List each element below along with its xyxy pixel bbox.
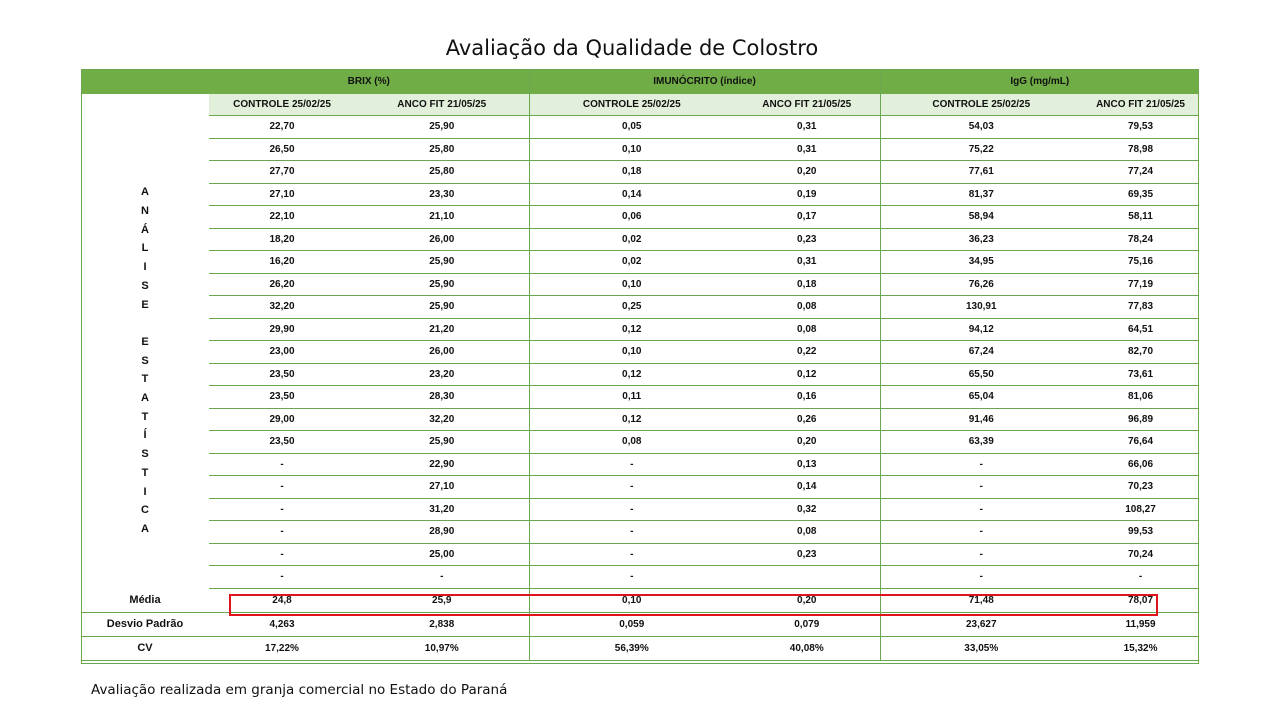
table-cell: - [880, 566, 1082, 589]
summary-cell: 2,838 [355, 612, 529, 636]
table-cell: 0,31 [734, 138, 880, 161]
table-cell: 64,51 [1082, 318, 1199, 341]
table-cell: - [529, 476, 734, 499]
table-cell: 77,61 [880, 161, 1082, 184]
table-cell: 25,90 [355, 251, 529, 274]
side-label-letter: L [141, 242, 149, 255]
table-cell: - [529, 498, 734, 521]
table-cell: 82,70 [1082, 341, 1199, 364]
table-cell: 25,90 [355, 431, 529, 454]
table-cell: 23,00 [209, 341, 355, 364]
table-cell: 36,23 [880, 228, 1082, 251]
table-cell: 78,98 [1082, 138, 1199, 161]
table-cell: - [209, 543, 355, 566]
table-cell: 66,06 [1082, 453, 1199, 476]
table-cell: 0,18 [734, 273, 880, 296]
table-cell: 77,19 [1082, 273, 1199, 296]
side-label-letter: S [141, 354, 149, 367]
table-cell: 0,16 [734, 386, 880, 409]
table-cell: 22,90 [355, 453, 529, 476]
table-row [81, 228, 1199, 251]
table-cell: 58,94 [880, 206, 1082, 229]
table-cell: 0,22 [734, 341, 880, 364]
table-cell: 0,08 [529, 431, 734, 454]
table-row [81, 543, 1199, 566]
side-label-letter: E [141, 335, 149, 348]
table-cell: 29,90 [209, 318, 355, 341]
table-cell: 0,20 [734, 161, 880, 184]
table-row [81, 161, 1199, 184]
footnote: Avaliação realizada em granja comercial no Estado do Paraná [91, 682, 508, 698]
summary-label: Desvio Padrão [81, 612, 209, 636]
table-cell: 79,53 [1082, 116, 1199, 139]
summary-cell: 23,627 [880, 612, 1082, 636]
table-cell: 0,11 [529, 386, 734, 409]
table-cell: 67,24 [880, 341, 1082, 364]
table-cell: 23,20 [355, 363, 529, 386]
group-header-row [81, 69, 1199, 94]
table-cell: 21,10 [355, 206, 529, 229]
table-cell: 0,12 [529, 408, 734, 431]
table-row [81, 183, 1199, 206]
table-cell: 0,31 [734, 251, 880, 274]
table-cell: - [880, 521, 1082, 544]
table-cell: 26,50 [209, 138, 355, 161]
table-row [81, 138, 1199, 161]
table-row [81, 453, 1199, 476]
table-cell: 0,13 [734, 453, 880, 476]
table-row [81, 273, 1199, 296]
table-cell: 0,25 [529, 296, 734, 319]
table-cell: 25,80 [355, 161, 529, 184]
subheader-cell: CONTROLE 25/02/25 [529, 94, 734, 116]
table-cell: 0,12 [529, 363, 734, 386]
side-label-letter: S [141, 448, 149, 461]
summary-cell: 71,48 [880, 588, 1082, 612]
table-cell: 91,46 [880, 408, 1082, 431]
table-cell: 29,00 [209, 408, 355, 431]
table-row [81, 566, 1199, 589]
table-cell: 81,37 [880, 183, 1082, 206]
side-label-letter: I [143, 261, 147, 274]
summary-cell: 33,05% [880, 636, 1082, 660]
side-label [81, 94, 209, 588]
table-cell: 25,90 [355, 296, 529, 319]
group-header-igg: IgG (mg/mL) [880, 69, 1199, 94]
table-row [81, 408, 1199, 431]
table-cell: - [209, 453, 355, 476]
table-cell: 0,18 [529, 161, 734, 184]
summary-cell: 0,20 [734, 588, 880, 612]
side-label-letter: T [141, 410, 149, 423]
table-cell: 25,90 [355, 116, 529, 139]
table-cell: 32,20 [209, 296, 355, 319]
summary-cell: 15,32% [1082, 636, 1199, 660]
table-cell: - [209, 476, 355, 499]
table-cell: 25,80 [355, 138, 529, 161]
table-cell: 0,23 [734, 543, 880, 566]
table-cell: 23,30 [355, 183, 529, 206]
table-cell: 27,10 [355, 476, 529, 499]
side-label-letter: I [143, 485, 147, 498]
table-cell: 76,26 [880, 273, 1082, 296]
summary-cell: 25,9 [355, 588, 529, 612]
table-cell: 25,90 [355, 273, 529, 296]
table-cell: - [880, 453, 1082, 476]
table-cell: 70,23 [1082, 476, 1199, 499]
table-cell: 75,16 [1082, 251, 1199, 274]
summary-row [81, 588, 1199, 612]
table-cell: 23,50 [209, 363, 355, 386]
side-label-letter: A [141, 186, 149, 199]
table-cell: 70,24 [1082, 543, 1199, 566]
table-row [81, 318, 1199, 341]
table-cell: 0,10 [529, 138, 734, 161]
table-cell: 32,20 [355, 408, 529, 431]
table-cell: 26,00 [355, 341, 529, 364]
page-title: Avaliação da Qualidade de Colostro [445, 36, 819, 60]
table-cell: 69,35 [1082, 183, 1199, 206]
table-cell: - [880, 476, 1082, 499]
table-cell: - [355, 566, 529, 589]
group-header-imunocrito: IMUNÓCRITO (índice) [529, 69, 880, 94]
table-cell: - [529, 453, 734, 476]
side-label-letter: Á [141, 223, 149, 236]
table-cell: 0,10 [529, 273, 734, 296]
table-cell: - [209, 521, 355, 544]
table-cell: 0,08 [734, 318, 880, 341]
table-cell: 76,64 [1082, 431, 1199, 454]
table-cell: 0,12 [529, 318, 734, 341]
table-row [81, 476, 1199, 499]
table-cell: 0,26 [734, 408, 880, 431]
side-label-letter: A [141, 522, 149, 535]
table-cell: 28,90 [355, 521, 529, 544]
summary-label: CV [81, 636, 209, 660]
table-cell: 34,95 [880, 251, 1082, 274]
table-cell: 77,24 [1082, 161, 1199, 184]
table-cell: 108,27 [1082, 498, 1199, 521]
subheader-cell: ANCO FIT 21/05/25 [355, 94, 529, 116]
table-cell: 18,20 [209, 228, 355, 251]
table-cell: 21,20 [355, 318, 529, 341]
table-row [81, 363, 1199, 386]
table-cell: 0,02 [529, 228, 734, 251]
table-cell: 0,23 [734, 228, 880, 251]
table-cell: 0,08 [734, 296, 880, 319]
summary-cell: 17,22% [209, 636, 355, 660]
table-cell: 99,53 [1082, 521, 1199, 544]
table-cell: 0,06 [529, 206, 734, 229]
table-row [81, 521, 1199, 544]
table-cell: - [529, 521, 734, 544]
table-cell: 16,20 [209, 251, 355, 274]
subheader-cell: ANCO FIT 21/05/25 [734, 94, 880, 116]
subheader-row [81, 94, 1199, 116]
subheader-cell: CONTROLE 25/02/25 [209, 94, 355, 116]
table-cell: 0,31 [734, 116, 880, 139]
table-cell: 65,50 [880, 363, 1082, 386]
side-label-letter: Í [143, 429, 147, 442]
table-cell: 73,61 [1082, 363, 1199, 386]
subheader-cell: CONTROLE 25/02/25 [880, 94, 1082, 116]
summary-cell: 10,97% [355, 636, 529, 660]
table-cell: 0,10 [529, 341, 734, 364]
side-label-letter [143, 314, 146, 333]
table-cell: 26,20 [209, 273, 355, 296]
summary-row [81, 636, 1199, 660]
table-cell: 31,20 [355, 498, 529, 521]
table-cell: 0,05 [529, 116, 734, 139]
table-cell: 96,89 [1082, 408, 1199, 431]
table-cell: 0,19 [734, 183, 880, 206]
table-row [81, 116, 1199, 139]
table-cell: 27,70 [209, 161, 355, 184]
side-label-letter: T [141, 466, 149, 479]
table-cell: 0,12 [734, 363, 880, 386]
table-cell: 78,24 [1082, 228, 1199, 251]
table-cell: 22,70 [209, 116, 355, 139]
table-cell: 65,04 [880, 386, 1082, 409]
side-label-letter: N [141, 205, 149, 218]
table-cell: 23,50 [209, 386, 355, 409]
table-cell: 22,10 [209, 206, 355, 229]
table-row [81, 498, 1199, 521]
table-cell: 54,03 [880, 116, 1082, 139]
table-cell: 81,06 [1082, 386, 1199, 409]
table-cell: 26,00 [355, 228, 529, 251]
side-label-letter: S [141, 279, 149, 292]
summary-cell: 0,10 [529, 588, 734, 612]
side-label-letter: A [141, 392, 149, 405]
side-label-letter: C [141, 504, 149, 517]
table-cell: - [880, 498, 1082, 521]
colostrum-quality-table [81, 69, 1199, 661]
summary-cell: 0,059 [529, 612, 734, 636]
summary-cell: 24,8 [209, 588, 355, 612]
summary-cell: 4,263 [209, 612, 355, 636]
table-cell: 63,39 [880, 431, 1082, 454]
table-cell: 0,14 [529, 183, 734, 206]
table-cell: - [209, 566, 355, 589]
table-cell: - [529, 566, 734, 589]
table-cell: - [880, 543, 1082, 566]
table-cell: 0,20 [734, 431, 880, 454]
table-cell: 25,00 [355, 543, 529, 566]
table-cell [734, 566, 880, 589]
summary-cell: 40,08% [734, 636, 880, 660]
summary-cell: 0,079 [734, 612, 880, 636]
table-cell: - [209, 498, 355, 521]
side-label-letter: T [141, 373, 149, 386]
summary-cell: 78,07 [1082, 588, 1199, 612]
table-row [81, 296, 1199, 319]
summary-row [81, 612, 1199, 636]
table-cell: - [1082, 566, 1199, 589]
table-cell: 58,11 [1082, 206, 1199, 229]
summary-label: Média [81, 588, 209, 612]
subheader-cell: ANCO FIT 21/05/25 [1082, 94, 1199, 116]
table-cell: 77,83 [1082, 296, 1199, 319]
table-row [81, 206, 1199, 229]
summary-cell: 56,39% [529, 636, 734, 660]
table-cell: 23,50 [209, 431, 355, 454]
table-row [81, 251, 1199, 274]
table-cell: 0,08 [734, 521, 880, 544]
table-row [81, 386, 1199, 409]
table-cell: 75,22 [880, 138, 1082, 161]
group-header-brix: BRIX (%) [209, 69, 529, 94]
table-row [81, 341, 1199, 364]
table-cell: 27,10 [209, 183, 355, 206]
table-cell: 0,32 [734, 498, 880, 521]
table-cell: 0,17 [734, 206, 880, 229]
summary-cell: 11,959 [1082, 612, 1199, 636]
table-cell: 130,91 [880, 296, 1082, 319]
table-cell: 0,02 [529, 251, 734, 274]
side-label-letter: E [141, 298, 149, 311]
table-row [81, 431, 1199, 454]
table-cell: 94,12 [880, 318, 1082, 341]
table-cell: 0,14 [734, 476, 880, 499]
header-corner [81, 69, 209, 94]
table-cell: - [529, 543, 734, 566]
table-cell: 28,30 [355, 386, 529, 409]
